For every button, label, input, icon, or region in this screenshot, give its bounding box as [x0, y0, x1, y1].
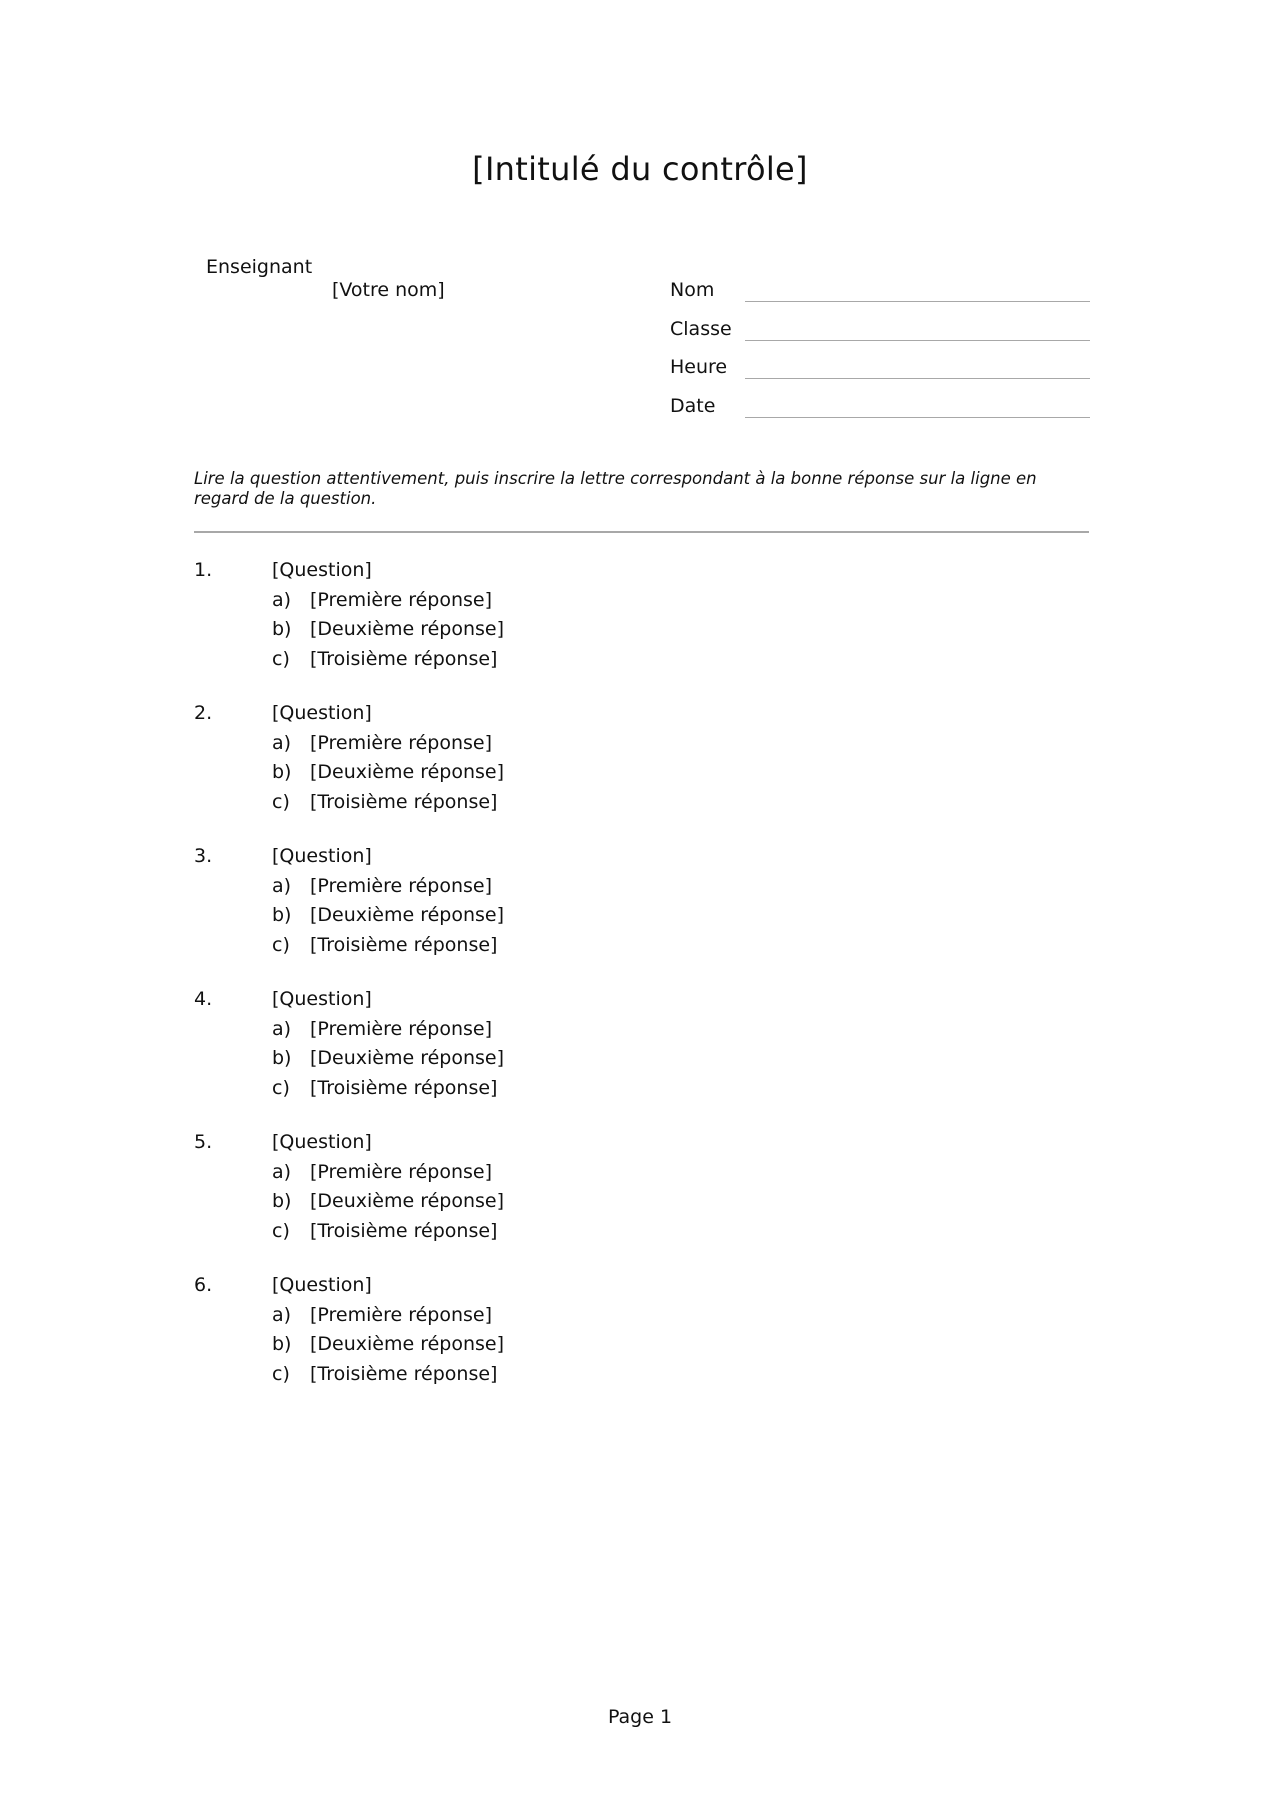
answer-option — [194, 586, 1094, 616]
separator-line — [194, 531, 1089, 533]
answer-letter: a) — [272, 731, 292, 754]
answer-text: [Troisième réponse] — [310, 1362, 498, 1385]
question-number: 2. — [194, 702, 213, 724]
answer-text: [Première réponse] — [310, 874, 493, 897]
document-title: [Intitulé du contrôle] — [472, 150, 808, 188]
answer-letter: c) — [272, 1362, 290, 1385]
answer-option — [194, 729, 1094, 759]
answer-letter: b) — [272, 1047, 292, 1069]
answer-option — [194, 901, 1094, 931]
answer-option — [194, 645, 1094, 675]
question-text: [Question] — [272, 559, 372, 581]
answer-text: [Deuxième réponse] — [310, 1190, 505, 1212]
answer-letter: a) — [272, 874, 292, 897]
question-number: 3. — [194, 845, 213, 867]
question-text: [Question] — [272, 988, 372, 1010]
answer-text: [Troisième réponse] — [310, 1076, 498, 1099]
answer-option — [194, 788, 1094, 818]
answer-option — [194, 1360, 1094, 1390]
page-number-footer: Page 1 — [607, 1706, 673, 1728]
questions-list — [194, 556, 1094, 1414]
question — [194, 985, 1094, 1103]
question-line — [194, 699, 1094, 729]
field-answer-line[interactable] — [745, 417, 1090, 418]
answer-letter: c) — [272, 933, 290, 956]
answer-letter: a) — [272, 1160, 292, 1183]
answer-option — [194, 1187, 1094, 1217]
answer-text: [Deuxième réponse] — [310, 618, 505, 640]
answer-text: [Première réponse] — [310, 731, 493, 754]
answer-text: [Deuxième réponse] — [310, 761, 505, 783]
field-answer-line[interactable] — [745, 301, 1090, 302]
field-classe — [670, 311, 1090, 341]
question-text: [Question] — [272, 1274, 372, 1296]
answer-option — [194, 1330, 1094, 1360]
answer-text: [Troisième réponse] — [310, 1219, 498, 1242]
answer-letter: b) — [272, 761, 292, 783]
question-number: 5. — [194, 1131, 213, 1153]
answer-option — [194, 1015, 1094, 1045]
question — [194, 556, 1094, 674]
answer-option — [194, 931, 1094, 961]
field-date — [670, 388, 1090, 418]
answer-letter: a) — [272, 1017, 292, 1040]
question-line — [194, 985, 1094, 1015]
field-answer-line[interactable] — [745, 340, 1090, 341]
field-heure — [670, 349, 1090, 379]
answer-option — [194, 1217, 1094, 1247]
answer-option — [194, 758, 1094, 788]
question-text: [Question] — [272, 845, 372, 867]
question-line — [194, 556, 1094, 586]
answer-option — [194, 1044, 1094, 1074]
answer-text: [Première réponse] — [310, 1303, 493, 1326]
answer-letter: c) — [272, 790, 290, 813]
field-label: Nom — [670, 279, 715, 301]
question-number: 4. — [194, 988, 213, 1010]
question — [194, 699, 1094, 817]
answer-text: [Deuxième réponse] — [310, 1333, 505, 1355]
answer-text: [Deuxième réponse] — [310, 904, 505, 926]
question-line — [194, 1128, 1094, 1158]
answer-option — [194, 1158, 1094, 1188]
answer-letter: c) — [272, 647, 290, 670]
answer-text: [Première réponse] — [310, 1017, 493, 1040]
field-label: Classe — [670, 318, 732, 340]
answer-letter: c) — [272, 1219, 290, 1242]
answer-letter: b) — [272, 1333, 292, 1355]
question-number: 6. — [194, 1274, 213, 1296]
instructions: Lire la question attentivement, puis inscrire la lettre correspondant à la bonne réponse sur la ligne en regard de la question. — [194, 469, 1037, 508]
answer-text: [Troisième réponse] — [310, 790, 498, 813]
answer-letter: b) — [272, 618, 292, 640]
question-text: [Question] — [272, 1131, 372, 1153]
question-number: 1. — [194, 559, 213, 581]
answer-option — [194, 615, 1094, 645]
answer-letter: a) — [272, 1303, 292, 1326]
question — [194, 1128, 1094, 1246]
question — [194, 1271, 1094, 1389]
answer-letter: b) — [272, 904, 292, 926]
question — [194, 842, 1094, 960]
answer-option — [194, 1301, 1094, 1331]
field-label: Heure — [670, 356, 728, 378]
question-line — [194, 842, 1094, 872]
answer-text: [Deuxième réponse] — [310, 1047, 505, 1069]
question-line — [194, 1271, 1094, 1301]
field-nom — [670, 272, 1090, 302]
answer-text: [Première réponse] — [310, 1160, 493, 1183]
answer-option — [194, 872, 1094, 902]
answer-text: [Troisième réponse] — [310, 933, 498, 956]
field-label: Date — [670, 395, 716, 417]
answer-letter: b) — [272, 1190, 292, 1212]
answer-option — [194, 1074, 1094, 1104]
field-answer-line[interactable] — [745, 378, 1090, 379]
teacher-name: [Votre nom] — [332, 279, 445, 301]
teacher-label: Enseignant — [206, 256, 313, 278]
answer-text: [Première réponse] — [310, 588, 493, 611]
answer-letter: a) — [272, 588, 292, 611]
question-text: [Question] — [272, 702, 372, 724]
answer-letter: c) — [272, 1076, 290, 1099]
answer-text: [Troisième réponse] — [310, 647, 498, 670]
